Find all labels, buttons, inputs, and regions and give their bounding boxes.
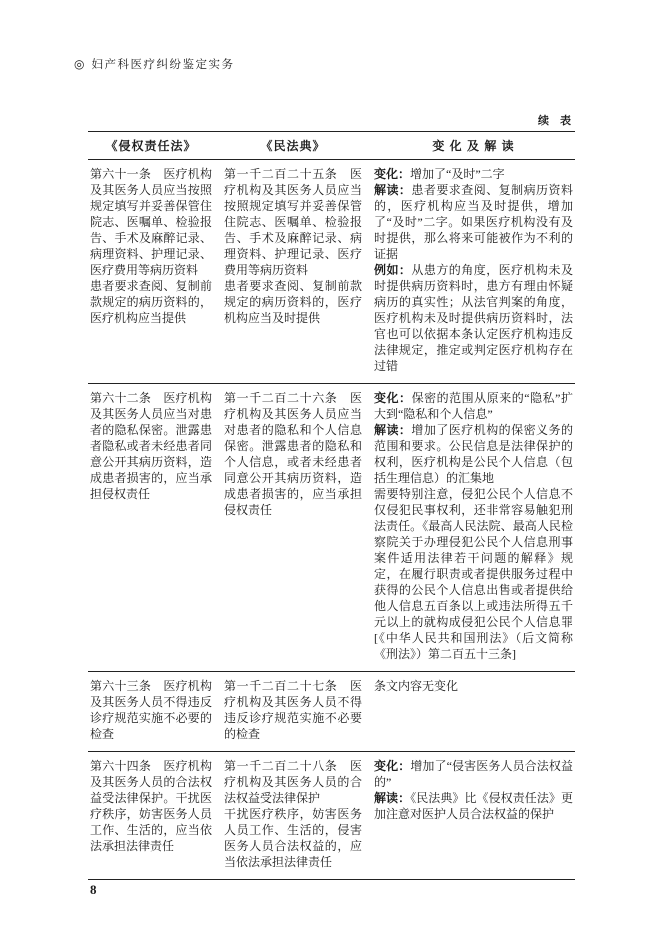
paragraph: 患者要求查阅、复制前款规定的病历资料的，医疗机构应当及时提供 bbox=[224, 279, 362, 325]
cell-tort-law bbox=[90, 758, 212, 870]
paragraph: 第六十一条 医疗机构及其医务人员应当按照规定填写并妥善保管住院志、医嘱单、检验报告、手术及麻醉记录、病理资料、护理记录、医疗费用等病历资料 bbox=[90, 167, 212, 277]
comparison-table bbox=[88, 131, 575, 880]
table-row bbox=[88, 160, 575, 384]
table-row bbox=[88, 384, 575, 672]
paragraph-label: 变化： bbox=[374, 167, 411, 181]
column-header-changes: 变 化 及 解 读 bbox=[432, 139, 515, 153]
paragraph: 第一千二百二十八条 医疗机构及其医务人员的合法权益受法律保护 bbox=[224, 759, 362, 805]
cell-changes-notes bbox=[374, 166, 573, 374]
paragraph-label: 变化： bbox=[374, 759, 411, 773]
paragraph: 第一千二百二十七条 医疗机构及其医务人员不得违反诊疗规范实施不必要的检查 bbox=[224, 679, 362, 741]
paragraph: 第一千二百二十五条 医疗机构及其医务人员应当按照规定填写并妥善保管住院志、医嘱单、检验报告、手术及麻醉记录、病理资料、护理记录、医疗费用等病历资料 bbox=[224, 167, 362, 277]
cell-civil-code bbox=[224, 678, 362, 742]
paragraph-label: 解读： bbox=[374, 183, 412, 197]
cell-civil-code bbox=[224, 166, 362, 374]
cell-tort-law bbox=[90, 678, 212, 742]
paragraph: 解读：患者要求查阅、复制病历资料的，医疗机构应当及时提供，增加了“及时”二字。如果医疗机构没有及时提供，那么将来可能被作为不利的证据 bbox=[374, 183, 573, 261]
cell-changes-notes bbox=[374, 678, 573, 742]
paragraph: 变化：保密的范围从原来的“隐私”扩大到“隐私和个人信息” bbox=[374, 391, 573, 421]
bullseye-icon: ◎ bbox=[74, 56, 85, 71]
table-row bbox=[88, 672, 575, 752]
paragraph-label: 解读： bbox=[374, 791, 411, 805]
book-title: 妇产科医疗纠纷鉴定实务 bbox=[91, 59, 235, 71]
paragraph-label: 例如： bbox=[374, 263, 412, 277]
paragraph: 例如：从患方的角度，医疗机构未及时提供病历资料时，患方有理由怀疑病历的真实性；从法官判案的角度，医疗机构未及时提供病历资料时，法官也可以依据本条认定医疗机构违反法律规定，推定或判定医疗机构存在过错 bbox=[374, 263, 573, 373]
paragraph: 需要特别注意，侵犯公民个人信息不仅侵犯民事权利，还非常容易触犯刑法责任。《最高人民法院、最高人民检察院关于办理侵犯公民个人信息刑事案件适用法律若干问题的解释》规定，在履行职责或者提供服务过程中获得的公民个人信息出售或者提供给他人信息五百条以上或违法所得五千元以上的就构成侵犯公民个人信息罪[《中华人民共和国刑法》（后文简称《刑法》）第二百五十三条] bbox=[374, 487, 573, 661]
running-head bbox=[74, 56, 234, 72]
paragraph: 干扰医疗秩序，妨害医务人员工作、生活的，侵害医务人员合法权益的，应当依法承担法律责任 bbox=[224, 807, 362, 869]
cell-tort-law bbox=[90, 390, 212, 662]
cell-civil-code bbox=[224, 390, 362, 662]
column-header-civil-code: 《民法典》 bbox=[260, 139, 326, 153]
paragraph: 变化：增加了“侵害医务人员合法权益的” bbox=[374, 759, 573, 789]
paragraph-label: 变化： bbox=[374, 391, 412, 405]
paragraph: 第六十三条 医疗机构及其医务人员不得违反诊疗规范实施不必要的检查 bbox=[90, 679, 212, 741]
table-header-row bbox=[88, 132, 575, 160]
cell-changes-notes bbox=[374, 758, 573, 870]
cell-changes-notes bbox=[374, 390, 573, 662]
cell-tort-law bbox=[90, 166, 212, 374]
paragraph: 变化：增加了“及时”二字 bbox=[374, 167, 505, 181]
paragraph: 第六十四条 医疗机构及其医务人员的合法权益受法律保护。干扰医疗秩序，妨害医务人员工作、生活的，应当依法承担法律责任 bbox=[90, 759, 212, 853]
table-row bbox=[88, 752, 575, 880]
paragraph: 解读：增加了医疗机构的保密义务的范围和要求。公民信息是法律保护的权利，医疗机构是公民个人信息（包括生理信息）的汇集地 bbox=[374, 423, 573, 485]
paragraph: 患者要求查阅、复制前款规定的病历资料的，医疗机构应当提供 bbox=[90, 279, 212, 325]
paragraph: 条文内容无变化 bbox=[374, 679, 459, 693]
table-continued-label: 续 表 bbox=[537, 115, 575, 127]
paragraph: 第六十二条 医疗机构及其医务人员应当对患者的隐私保密。泄露患者隐私或者未经患者同意公开其病历资料，造成患者损害的，应当承担侵权责任 bbox=[90, 391, 212, 501]
page-number: 8 bbox=[90, 882, 97, 897]
paragraph: 解读：《民法典》比《侵权责任法》更加注意对医护人员合法权益的保护 bbox=[374, 791, 573, 821]
paragraph: 第一千二百二十六条 医疗机构及其医务人员应当对患者的隐私和个人信息保密。泄露患者的隐私和个人信息，或者未经患者同意公开其病历资料，造成患者损害的，应当承担侵权责任 bbox=[224, 391, 362, 517]
paragraph-label: 解读： bbox=[374, 423, 412, 437]
column-header-tort-law: 《侵权责任法》 bbox=[105, 139, 197, 153]
cell-civil-code bbox=[224, 758, 362, 870]
